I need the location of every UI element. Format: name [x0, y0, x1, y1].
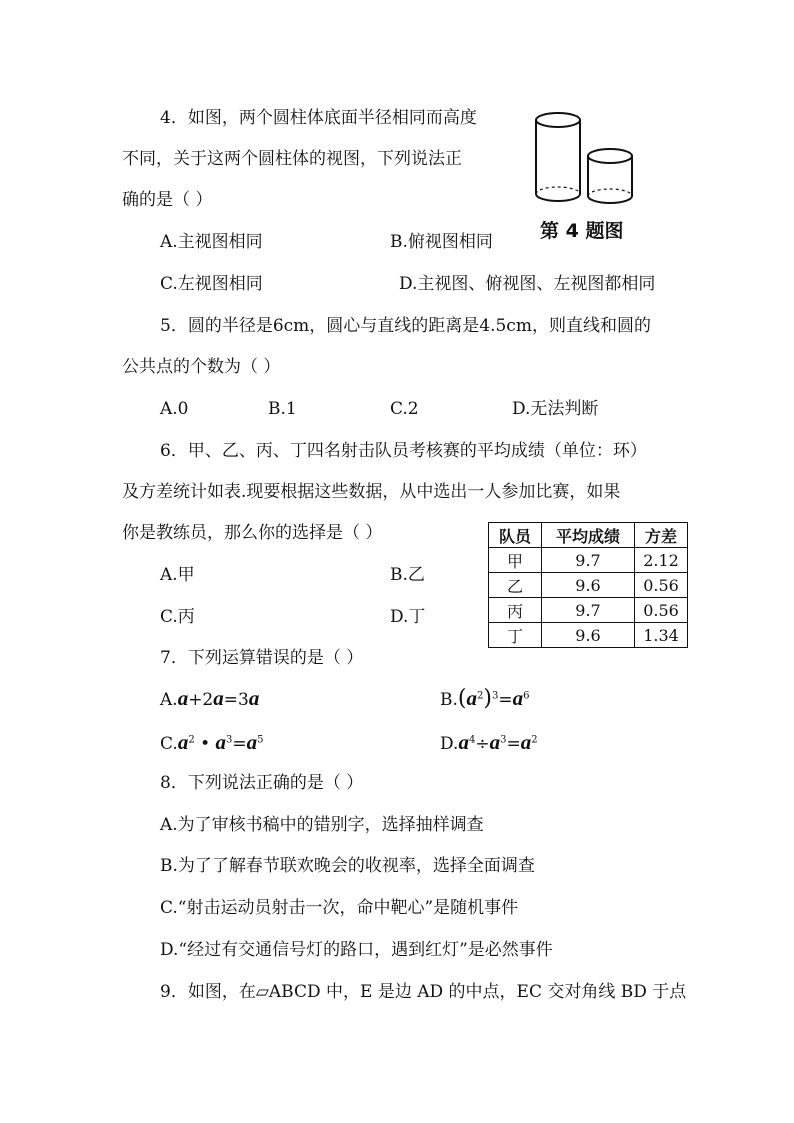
math-text: =: [498, 690, 513, 710]
math-exponent: 6: [523, 690, 530, 702]
q6-option-c: C.丙: [160, 607, 195, 627]
table-cell: 1.34: [635, 623, 688, 648]
math-text: +2: [188, 690, 214, 710]
q5-option-c: C.2: [390, 399, 419, 419]
math-text: =: [506, 734, 521, 754]
table-cell: 9.6: [542, 623, 635, 648]
q8-option-d: D.“经过有交通信号灯的路口，遇到红灯”是必然事件: [160, 940, 553, 960]
table-cell: 0.56: [635, 598, 688, 623]
math-exponent: 2: [477, 690, 484, 702]
table-header-row: [489, 523, 688, 548]
math-text: ÷: [475, 734, 490, 754]
q7-option-b: [440, 688, 529, 710]
q9-stem-line1: 9．如图，在▱ABCD 中，E 是边 AD 的中点，EC 交对角线 BD 于点: [160, 982, 687, 1002]
option-prefix: A.: [160, 690, 178, 710]
q7-option-d: [440, 732, 538, 753]
option-prefix: D.: [440, 734, 459, 754]
q4-option-b: B.俯视图相同: [390, 232, 493, 252]
math-var: a: [177, 730, 189, 754]
q7-stem: 7．下列运算错误的是（ ）: [160, 648, 364, 668]
math-var: a: [213, 686, 224, 710]
table-cell: 2.12: [635, 548, 688, 573]
q4-figure-caption: 第 4 题图: [540, 220, 624, 242]
q5-option-a: A.0: [160, 399, 189, 419]
q5-option-d: D.无法判断: [512, 399, 599, 419]
math-var: a: [489, 730, 501, 754]
q6-option-a: A.甲: [160, 565, 195, 585]
math-var: a: [248, 686, 260, 710]
math-var: a: [512, 686, 524, 710]
q5-stem-line1: 5．圆的半径是6cm，圆心与直线的距离是4.5cm，则直线和圆的: [160, 316, 651, 336]
option-prefix: B.: [440, 690, 458, 710]
q7-option-c: [160, 732, 264, 753]
q5-stem-line2: 公共点的个数为（ ）: [122, 357, 281, 377]
q6-stem-line3: 你是教练员，那么你的选择是（ ）: [122, 523, 383, 543]
table-cell: 9.7: [542, 598, 635, 623]
table-row: [489, 598, 688, 623]
q8-option-c: C.“射击运动员射击一次，命中靶心”是随机事件: [160, 898, 519, 918]
q4-stem-line3: 确的是（ ）: [122, 190, 213, 210]
q6-stem-line1: 6．甲、乙、丙、丁四名射击队员考核赛的平均成绩（单位：环）: [160, 441, 647, 461]
q4-stem-line1: 4．如图，两个圆柱体底面半径相同而高度: [160, 108, 477, 128]
math-text: (: [457, 686, 467, 711]
math-exponent: 5: [257, 734, 264, 746]
math-exponent: 2: [188, 734, 195, 746]
table-header-cell: 队员: [489, 523, 542, 548]
table-row: [489, 573, 688, 598]
math-exponent: 3: [491, 690, 499, 702]
math-text: ): [483, 686, 492, 711]
table-cell: 乙: [489, 573, 542, 598]
math-var: a: [246, 730, 258, 754]
table-cell: 丙: [489, 598, 542, 623]
math-exponent: 2: [531, 734, 538, 746]
score-table: [488, 522, 688, 648]
math-var: a: [177, 686, 189, 710]
q6-option-b: B.乙: [390, 565, 425, 585]
q7-option-a: [160, 688, 259, 709]
table-cell: 9.7: [542, 548, 635, 573]
cylinders-figure: [530, 108, 640, 208]
q5-option-b: B.1: [268, 399, 297, 419]
math-text: =3: [223, 690, 249, 710]
option-prefix: C.: [160, 734, 178, 754]
table-cell: 甲: [489, 548, 542, 573]
q4-option-a: A.主视图相同: [160, 232, 263, 252]
math-exponent: 4: [468, 734, 476, 746]
q8-stem: 8．下列说法正确的是（ ）: [160, 773, 364, 793]
math-text: =: [232, 734, 247, 754]
table-cell: 丁: [489, 623, 542, 648]
math-var: a: [458, 730, 469, 754]
q4-option-d: D.主视图、俯视图、左视图都相同: [399, 274, 656, 294]
table-row: [489, 623, 688, 648]
q6-option-d: D.丁: [390, 607, 426, 627]
q4-option-c: C.左视图相同: [160, 274, 263, 294]
math-exponent: 3: [500, 734, 507, 746]
math-var: a: [215, 730, 227, 754]
q4-stem-line2: 不同，关于这两个圆柱体的视图，下列说法正: [122, 149, 462, 169]
table-header-cell: 方差: [635, 523, 688, 548]
q6-stem-line2: 及方差统计如表.现要根据这些数据，从中选出一人参加比赛，如果: [122, 482, 621, 502]
table-cell: 9.6: [542, 573, 635, 598]
math-exponent: 3: [226, 734, 233, 746]
math-var: a: [520, 730, 532, 754]
q8-option-a: A.为了审核书稿中的错别字，选择抽样调查: [160, 815, 484, 835]
table-cell: 0.56: [635, 573, 688, 598]
table-header-cell: 平均成绩: [542, 523, 635, 548]
math-text: •: [194, 734, 216, 754]
table-row: [489, 548, 688, 573]
math-var: a: [466, 686, 477, 710]
q8-option-b: B.为了了解春节联欢晚会的收视率，选择全面调查: [160, 856, 535, 876]
